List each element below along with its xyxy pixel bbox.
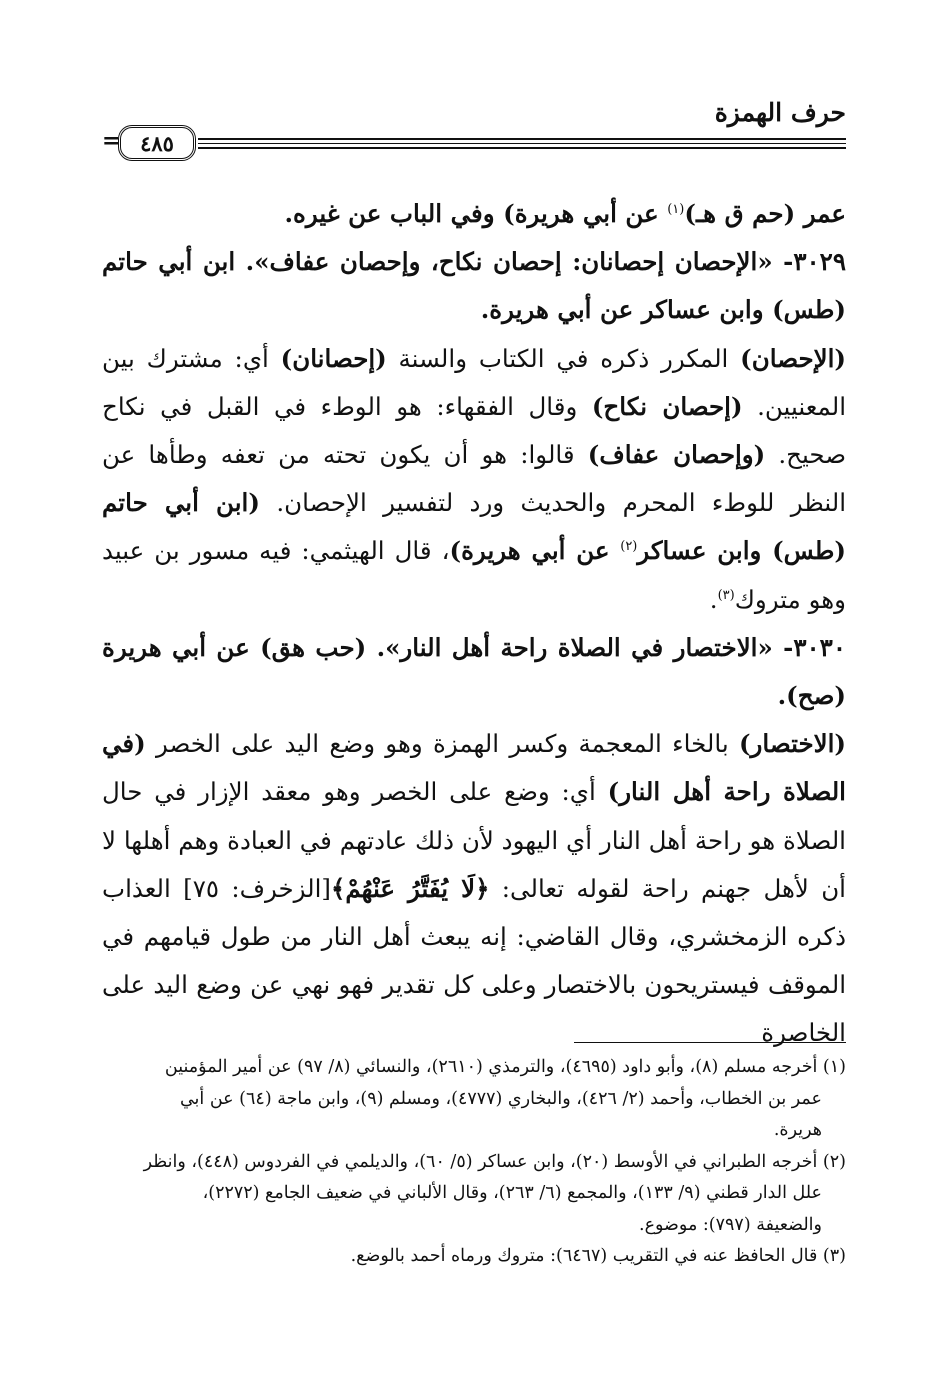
header-rule (198, 138, 846, 149)
hadith-3030: ٣٠٣٠- «الاختصار في الصلاة راحة أهل النار». (حب هق) عن أبي هريرة (صح). (102, 632, 846, 711)
p3-text-12: . (709, 584, 718, 614)
page-number: ٤٨٥ (118, 125, 196, 161)
footnote-1-line-2: عمر بن الخطاب، وأحمد (٢/ ٤٢٦)، والبخاري (٤٧٧٧)، ومسلم (٩)، وابن ماجة (٦٤) عن أبي (179, 1088, 822, 1109)
p5-term-1: (الاختصار) (738, 729, 846, 759)
footnote-ref-1[interactable]: (١) (667, 201, 685, 217)
footnotes (102, 1052, 846, 1273)
page-number-mark: = (102, 128, 121, 154)
hadith-3029: ٣٠٢٩- «الإحصان إحصانان: إحصان نكاح، وإحصان عفاف». ابن أبي حاتم (طس) وابن عساكر عن أبي هريرة. (102, 247, 846, 325)
footnote-2-line-1: (٢) أخرجه الطبراني في الأوسط (٢٠)، وابن عساكر (٥/ ٦٠)، والديلمي في الفردوس (٤٤٨)، وانظر (143, 1151, 846, 1172)
quran-verse: ﴿لَا يُفَتَّرُ عَنْهُمْ﴾ (330, 873, 490, 903)
p5-text-6: [الزخرف: ٧٥] العذاب ذكره الزمخشري، وقال القاضي: إنه يبعث أهل النار من طول قيامهم في الموقف فيستريحون بالاختصار وعلى كل تقدير فهو نهي عن وضع اليد على الخاصرة (102, 873, 846, 1048)
p1-b: عن أبي هريرة) وفي الباب عن غيره. (284, 199, 668, 228)
footnote-ref-2[interactable]: (٢) (620, 539, 638, 555)
p5-text-2: بالخاء المعجمة وكسر الهمزة وهو وضع اليد على الخصر (145, 729, 739, 759)
p3-text-4: أي: مشترك بين المعنيين. (102, 343, 846, 421)
p3-term-10: عن أبي هريرة) (449, 536, 621, 566)
paragraph-5 (102, 720, 846, 1057)
p3-text-2: المكرر ذكره في الكتاب والسنة (386, 343, 741, 373)
p3-term-5: (إحصان نكاح) (591, 391, 743, 421)
p5-term-3: (في الصلاة راحة أهل النار) (102, 729, 846, 807)
paragraph-1 (102, 190, 846, 238)
paragraph-3 (102, 335, 846, 624)
p3-text-11: ، قال الهيثمي: فيه مسور بن عبيد وهو متروك (102, 536, 846, 614)
footnote-rule (574, 1042, 846, 1043)
running-title: حرف الهمزة (714, 98, 846, 127)
p3-term-1: (الإحصان) (740, 343, 846, 373)
footnote-2-line-2: علل الدار قطني (٩/ ١٣٣)، والمجمع (٦/ ٢٦٣)، وقال الألباني في ضعيف الجامع (٢٢٧٢)، (202, 1183, 822, 1203)
footnote-1-line-1: (١) أخرجه مسلم (٨)، وأبو داود (٤٦٩٥)، والترمذي (٢٦١٠)، والنسائي (٨/ ٩٧) عن أمير المؤمنين (164, 1057, 846, 1077)
footnote-2-line-3: والضعيفة (٧٩٧): موضوع. (639, 1214, 822, 1235)
p5-text-4: أي: وضع على الخصر وهو معقد الإزار في حال الصلاة هو راحة أهل النار أي اليهود لأن ذلك عادتهم في العبادة وهم أهلها لا أن لأهل جهنم راحة لقوله تعالى: (102, 777, 846, 903)
footnote-ref-3[interactable]: (٣) (717, 587, 735, 603)
p1-a: عمر (حم ق هـ) (684, 199, 846, 228)
footnote-1-line-3: هريرة. (773, 1120, 822, 1140)
main-text (102, 190, 846, 1058)
footnote-3-line-1: (٣) قال الحافظ عنه في التقريب (٦٤٦٧): متروك ورماه أحمد بالوضع. (350, 1246, 846, 1266)
p3-term-3: (إحصانان) (280, 343, 387, 373)
p3-text-8: قالوا: هو أن يكون تحته من تعفه وطأها عن النظر للوطء المحرم والحديث ورد لتفسير الإحصان. (102, 440, 846, 518)
p3-text-6: وقال الفقهاء: هو الوطء في القبل في نكاح صحيح. (102, 391, 846, 470)
p3-term-7: (وإحصان عفاف) (587, 440, 766, 470)
p3-term-9: (ابن أبي حاتم (طس) وابن عساكر (102, 488, 846, 566)
